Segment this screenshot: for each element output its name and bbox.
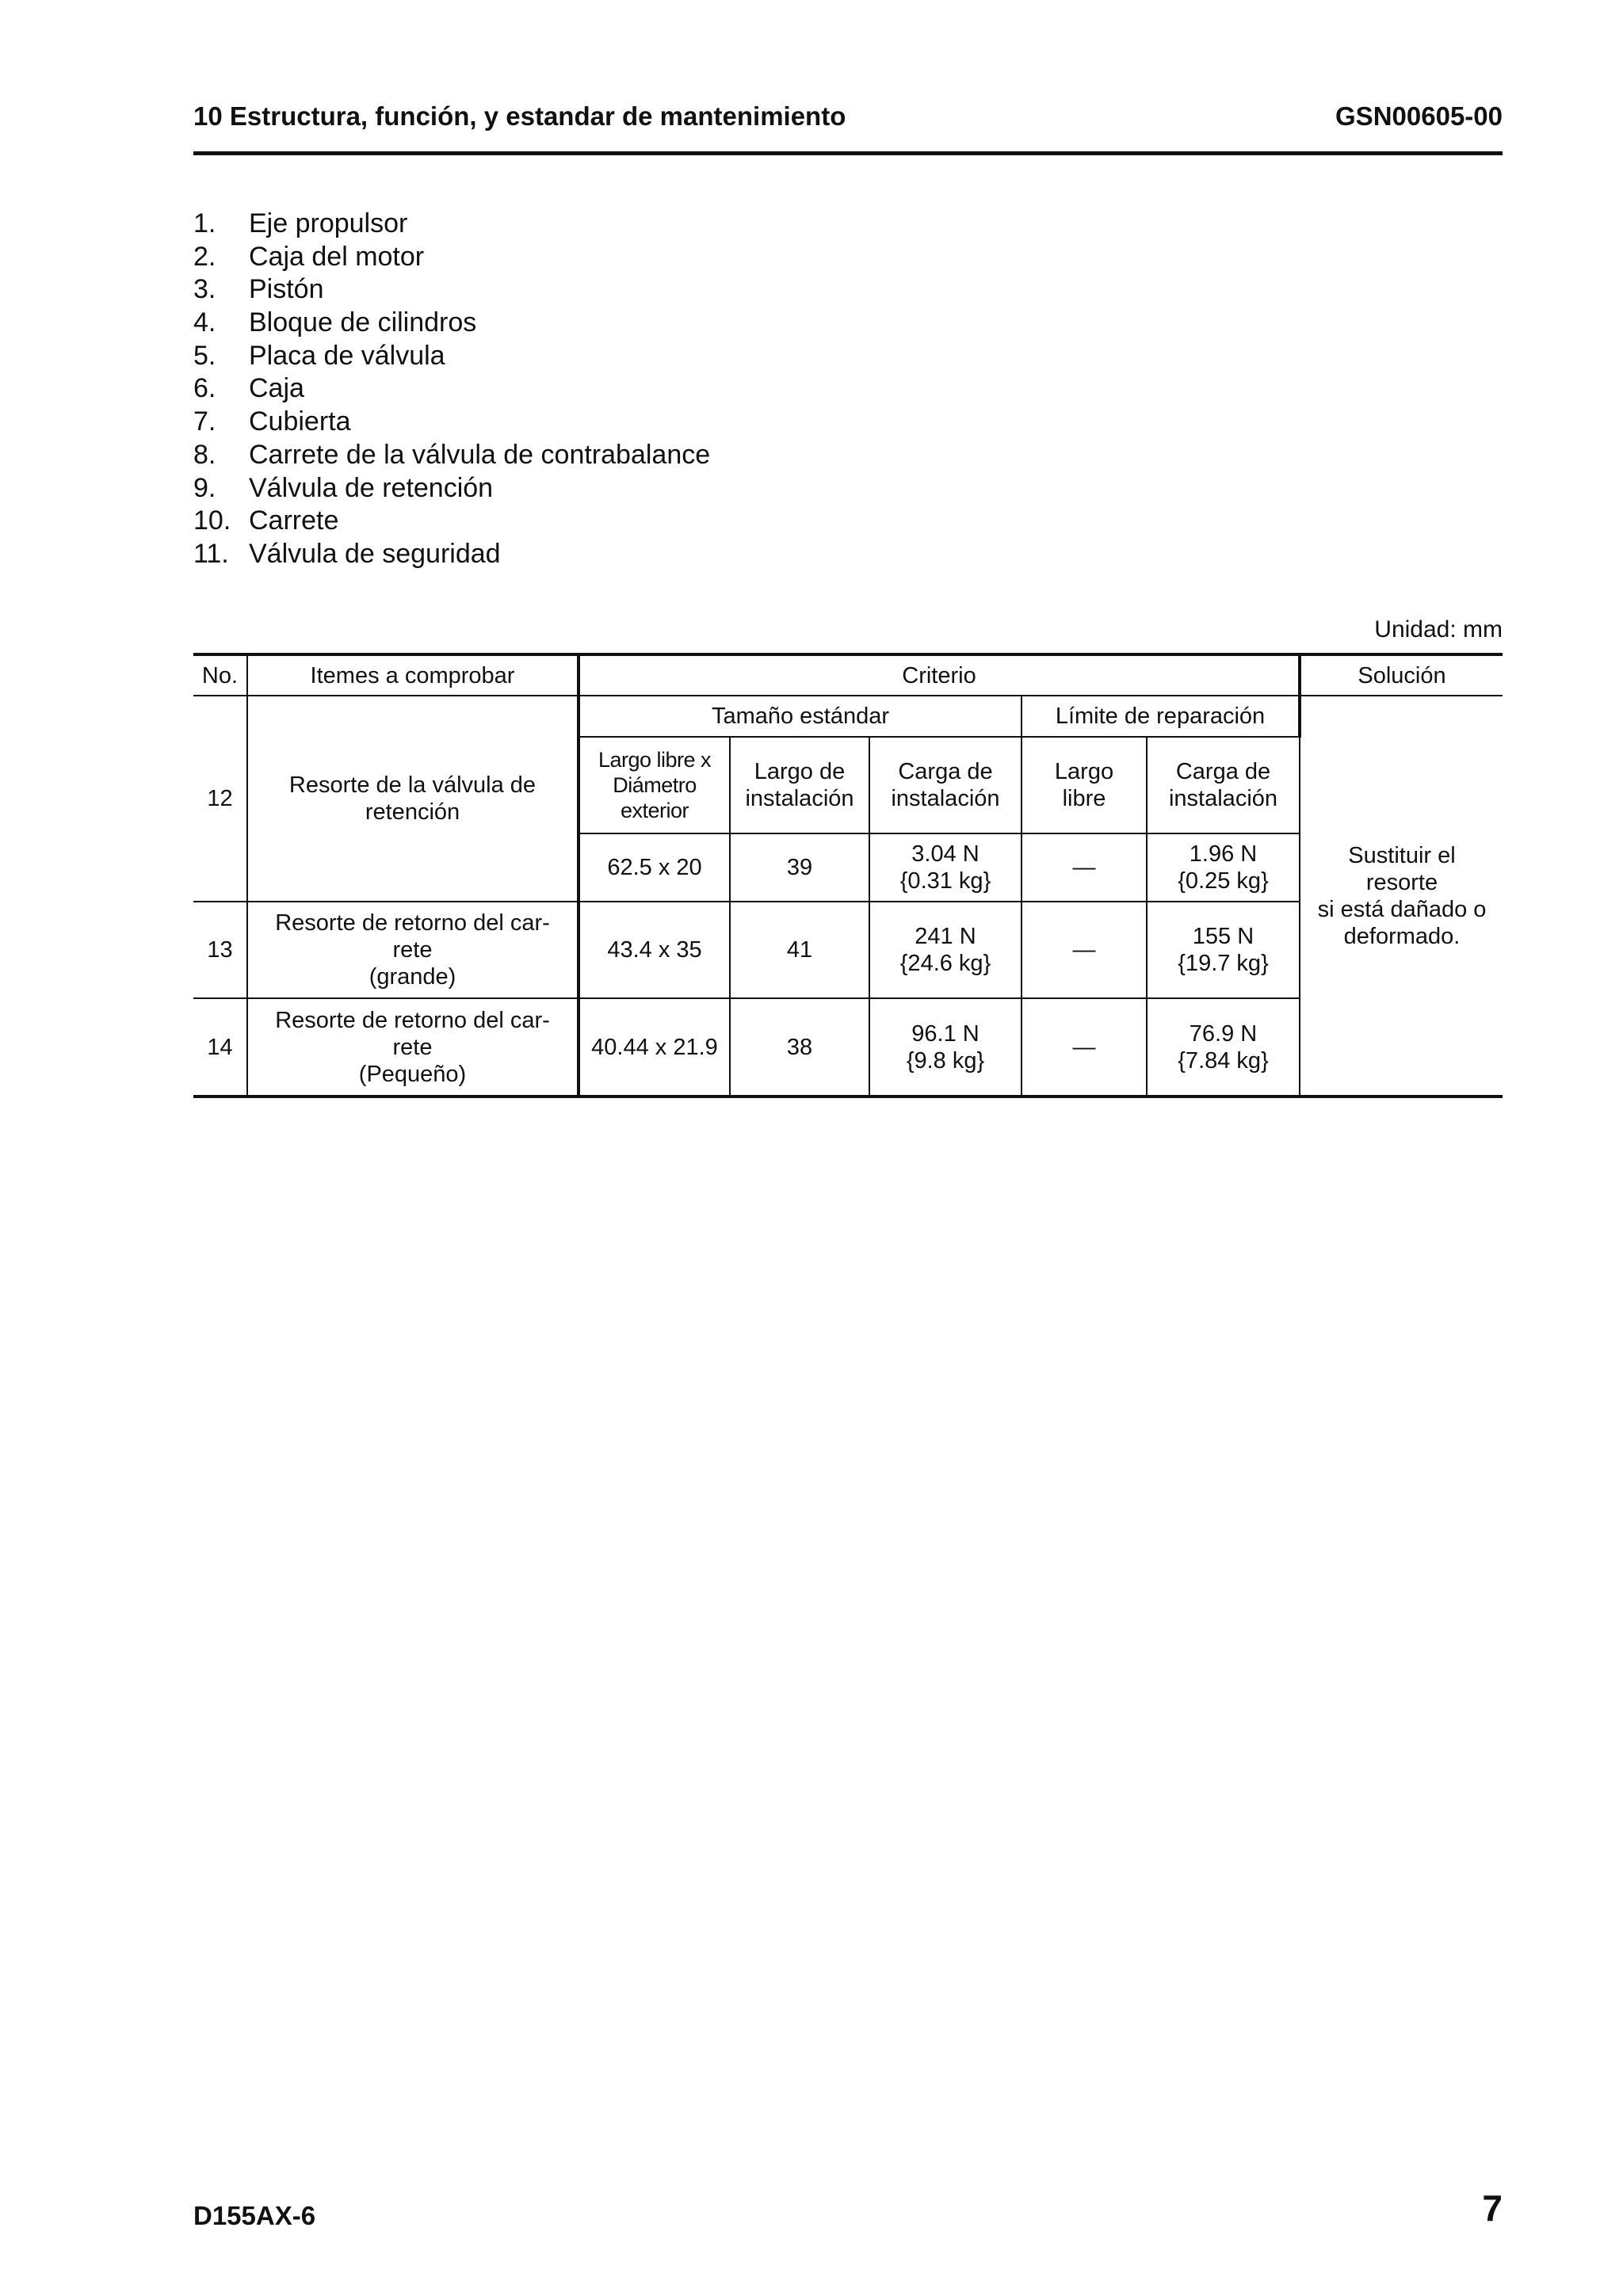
row-no: 14 — [193, 998, 247, 1097]
list-item-number: 9. — [193, 472, 216, 503]
row-free-length: — — [1022, 902, 1147, 998]
header-installed-length: Largo de instalación — [730, 737, 869, 833]
list-item-label: Caja — [249, 373, 304, 404]
list-item — [193, 472, 710, 505]
list-item-number: 6. — [193, 373, 216, 404]
list-item-number: 10. — [193, 505, 231, 536]
list-item-number: 2. — [193, 241, 216, 272]
list-item — [193, 307, 710, 340]
row-installed-length: 38 — [730, 998, 869, 1097]
row-limit-load: 155 N {19.7 kg} — [1147, 902, 1300, 998]
row-limit-load: 1.96 N {0.25 kg} — [1147, 833, 1300, 902]
header-free-length: Largo libre — [1022, 737, 1147, 833]
row-item: Resorte de retorno del car- rete (grande) — [247, 902, 579, 998]
row-installed-length: 41 — [730, 902, 869, 998]
row-item: Resorte de la válvula de retención — [247, 696, 579, 902]
row-no: 13 — [193, 902, 247, 998]
list-item — [193, 372, 710, 406]
list-item-number: 5. — [193, 340, 216, 371]
row-installed-length: 39 — [730, 833, 869, 902]
row-free-length: — — [1022, 998, 1147, 1097]
row-installed-load: 96.1 N {9.8 kg} — [869, 998, 1022, 1097]
list-item-label: Bloque de cilindros — [249, 307, 477, 338]
parts-list — [193, 208, 710, 571]
header-item: Itemes a comprobar — [247, 654, 579, 696]
header-criterio: Criterio — [579, 654, 1300, 696]
row-installed-load: 241 N {24.6 kg} — [869, 902, 1022, 998]
list-item-label: Caja del motor — [249, 241, 425, 272]
maintenance-standard-table — [193, 653, 1503, 1098]
page-number: 7 — [1482, 2187, 1503, 2229]
section-title: 10 Estructura, función, y estandar de mantenimiento — [193, 101, 846, 131]
list-item — [193, 439, 710, 472]
header-free-length-diameter: Largo libre x Diámetro exterior — [579, 737, 730, 833]
header-no: No. — [193, 654, 247, 696]
row-no: 12 — [193, 696, 247, 902]
header-installed-load: Carga de instalación — [869, 737, 1022, 833]
list-item-number: 7. — [193, 406, 216, 437]
list-item — [193, 340, 710, 373]
row-installed-load: 3.04 N {0.31 kg} — [869, 833, 1022, 902]
list-item-number: 1. — [193, 208, 216, 238]
list-item-label: Carrete de la válvula de contrabalance — [249, 439, 711, 470]
list-item-label: Válvula de seguridad — [249, 538, 501, 569]
row-limit-load: 76.9 N {7.84 kg} — [1147, 998, 1300, 1097]
header-solucion: Solución — [1300, 654, 1503, 696]
page-header — [193, 98, 1503, 155]
list-item-number: 3. — [193, 274, 216, 305]
header-repair-limit: Límite de reparación — [1022, 696, 1300, 737]
list-item — [193, 505, 710, 538]
list-item — [193, 406, 710, 439]
row-item: Resorte de retorno del car- rete (Pequeño) — [247, 998, 579, 1097]
list-item — [193, 538, 710, 571]
header-standard-size: Tamaño estándar — [579, 696, 1022, 737]
list-item-number: 4. — [193, 307, 216, 338]
row-free-length: — — [1022, 833, 1147, 902]
list-item — [193, 241, 710, 274]
list-item-label: Eje propulsor — [249, 208, 408, 238]
row-size: 62.5 x 20 — [579, 833, 730, 902]
list-item-label: Pistón — [249, 274, 324, 305]
list-item — [193, 273, 710, 307]
row-size: 43.4 x 35 — [579, 902, 730, 998]
list-item — [193, 208, 710, 241]
row-size: 40.44 x 21.9 — [579, 998, 730, 1097]
list-item-number: 8. — [193, 439, 216, 470]
list-item-number: 11. — [193, 538, 229, 569]
solution-cell: Sustituir el resorte si está dañado o deformado. — [1300, 696, 1503, 1097]
document-code: GSN00605-00 — [1335, 101, 1503, 131]
list-item-label: Válvula de retención — [249, 472, 494, 503]
header-limit-installed-load: Carga de instalación — [1147, 737, 1300, 833]
list-item-label: Placa de válvula — [249, 340, 445, 371]
list-item-label: Carrete — [249, 505, 339, 536]
machine-model: D155AX-6 — [193, 2201, 316, 2230]
unit-label: Unidad: mm — [1374, 616, 1503, 643]
list-item-label: Cubierta — [249, 406, 351, 437]
